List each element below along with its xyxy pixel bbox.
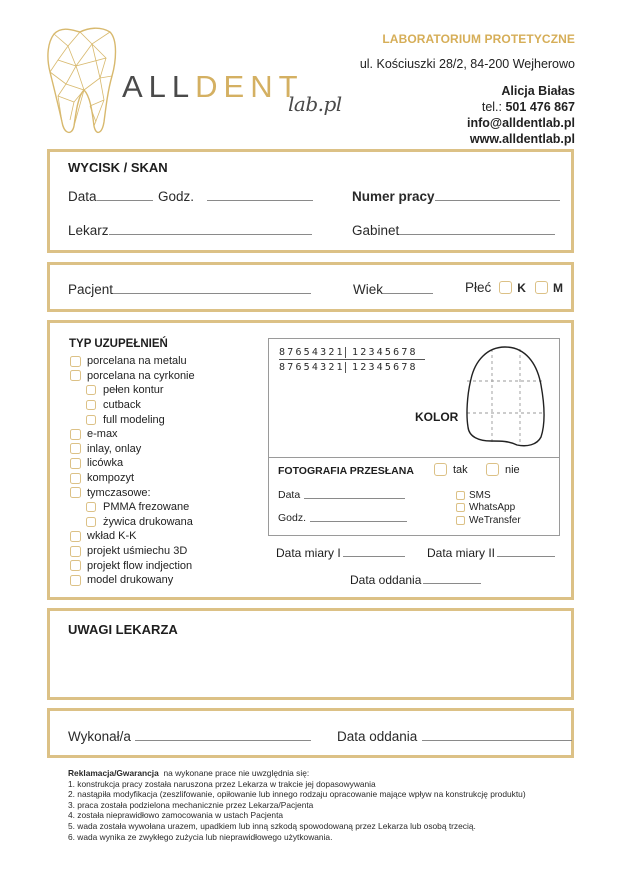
age-field[interactable] bbox=[353, 282, 433, 297]
warranty-heading bbox=[68, 768, 526, 779]
sex-k-checkbox[interactable] bbox=[499, 281, 512, 294]
contact-email[interactable]: info@alldentlab.pl bbox=[466, 116, 575, 130]
warranty-item: 5. wada została wywołana urazem, upadkiem lub inną szkodą spowodowaną przez Lekarza lub osobą trzecią. bbox=[68, 820, 476, 831]
restoration-subitem[interactable] bbox=[70, 383, 195, 398]
date-label: Data bbox=[68, 189, 97, 204]
restoration-item[interactable] bbox=[70, 471, 195, 486]
item-label: projekt uśmiechu 3D bbox=[87, 545, 188, 558]
wetransfer-label: WeTransfer bbox=[469, 514, 521, 526]
item-label: PMMA frezowane bbox=[103, 501, 190, 514]
logo-word-dent: DENT bbox=[195, 69, 304, 104]
photo-date-input-line[interactable] bbox=[304, 498, 405, 499]
item-label: tymczasowe: bbox=[87, 486, 151, 499]
done-by-label: Wykonał/a bbox=[68, 729, 131, 744]
color-label: KOLOR bbox=[415, 410, 459, 424]
checkbox[interactable] bbox=[86, 400, 96, 410]
clinic-label: Gabinet bbox=[352, 223, 400, 238]
restoration-subitem[interactable] bbox=[70, 515, 195, 530]
completion-section bbox=[47, 708, 574, 758]
checkbox[interactable] bbox=[70, 531, 81, 542]
restoration-item[interactable] bbox=[70, 558, 195, 573]
completion-delivery-label: Data oddania bbox=[337, 729, 418, 744]
checkbox[interactable] bbox=[86, 517, 96, 527]
lab-title: LABORATORIUM PROTETYCZNE bbox=[382, 32, 575, 46]
checkbox[interactable] bbox=[70, 473, 81, 484]
item-label: kompozyt bbox=[87, 472, 135, 485]
restoration-type-list bbox=[70, 354, 195, 588]
measure2-label: Data miary II bbox=[427, 546, 496, 560]
wetransfer-checkbox[interactable] bbox=[456, 516, 465, 525]
sms-label: SMS bbox=[469, 489, 491, 501]
restoration-item[interactable] bbox=[70, 485, 195, 500]
photo-sent-title: FOTOGRAFIA PRZESŁANA bbox=[278, 465, 414, 477]
patient-section bbox=[47, 262, 574, 312]
sex-m-checkbox[interactable] bbox=[535, 281, 548, 294]
restoration-item[interactable] bbox=[70, 442, 195, 457]
checkbox[interactable] bbox=[70, 487, 81, 498]
tooth-chart-box bbox=[268, 338, 560, 536]
impression-date-field[interactable] bbox=[68, 189, 153, 204]
contact-name: Alicja Białas bbox=[501, 84, 575, 98]
checkbox[interactable] bbox=[86, 502, 96, 512]
completion-delivery-input-line[interactable] bbox=[422, 740, 572, 741]
measure1-field[interactable] bbox=[276, 546, 405, 560]
photo-no-checkbox[interactable] bbox=[486, 463, 499, 476]
delivery-date-field[interactable] bbox=[350, 573, 481, 587]
item-label: full modeling bbox=[103, 413, 165, 426]
measure2-input-line[interactable] bbox=[497, 556, 555, 557]
logo-wordmark bbox=[122, 70, 304, 104]
warranty-heading-bold: Reklamacja/Gwarancja bbox=[68, 768, 159, 778]
sex-m-label: M bbox=[552, 280, 563, 295]
photo-yes-label: tak bbox=[453, 463, 468, 476]
restoration-item[interactable] bbox=[70, 427, 195, 442]
photo-date-label: Data bbox=[278, 489, 301, 501]
warranty-heading-rest: na wykonane prace nie uwzględnia się: bbox=[158, 768, 310, 778]
lower-right-teeth[interactable]: 12345678 bbox=[345, 362, 425, 373]
channel-whatsapp[interactable] bbox=[456, 502, 521, 515]
restoration-item[interactable] bbox=[70, 573, 195, 588]
upper-right-teeth[interactable]: 12345678 bbox=[345, 347, 425, 358]
checkbox[interactable] bbox=[70, 429, 81, 440]
item-label: porcelana na metalu bbox=[87, 355, 187, 368]
restoration-title: TYP UZUPEŁNIEŃ bbox=[69, 338, 168, 350]
item-label: żywica drukowana bbox=[103, 515, 193, 528]
checkbox[interactable] bbox=[70, 458, 81, 469]
delivery-input-line[interactable] bbox=[423, 583, 481, 584]
doctor-input-line[interactable] bbox=[109, 234, 312, 235]
whatsapp-label: WhatsApp bbox=[469, 502, 516, 514]
logo-subtext: lab.pl bbox=[288, 92, 342, 116]
phone-label: tel.: bbox=[481, 100, 506, 114]
photo-yes-option[interactable] bbox=[434, 463, 468, 476]
lower-left-teeth[interactable]: 87654321 bbox=[279, 361, 345, 373]
upper-teeth-row bbox=[279, 346, 425, 360]
upper-left-teeth[interactable]: 87654321 bbox=[279, 347, 345, 358]
item-label: e-max bbox=[87, 428, 118, 441]
warranty-item: 1. konstrukcja pracy została naruszona przez Lekarza w trakcie jej dopasowywania bbox=[68, 778, 376, 789]
whatsapp-checkbox[interactable] bbox=[456, 503, 465, 512]
warranty-item: 4. została nieprawidłowo zamocowania w ustach Pacjenta bbox=[68, 810, 284, 821]
clinic-input-line[interactable] bbox=[399, 234, 555, 235]
measure2-field[interactable] bbox=[427, 546, 555, 560]
photo-time-field[interactable] bbox=[278, 512, 407, 524]
photo-date-field[interactable] bbox=[278, 489, 405, 501]
completion-delivery-field[interactable] bbox=[337, 729, 572, 744]
doctor-field[interactable] bbox=[68, 223, 312, 238]
sex-field bbox=[465, 280, 563, 295]
restoration-subitem[interactable] bbox=[70, 398, 195, 413]
delivery-label: Data oddania bbox=[350, 573, 422, 587]
phone-value: 501 476 867 bbox=[505, 100, 575, 114]
warranty-item: 3. praca została podzielona mechanicznie przez Lekarza/Pacjenta bbox=[68, 799, 314, 810]
checkbox[interactable] bbox=[70, 443, 81, 454]
impression-section bbox=[47, 149, 574, 253]
item-label: projekt flow indjection bbox=[87, 559, 193, 572]
item-label: cutback bbox=[103, 399, 141, 412]
measure1-label: Data miary I bbox=[276, 546, 341, 560]
item-label: inlay, onlay bbox=[87, 442, 142, 455]
impression-title: WYCISK / SKAN bbox=[68, 160, 168, 175]
doctor-notes-title: UWAGI LEKARZA bbox=[68, 622, 178, 637]
tooth-shade-map-icon[interactable] bbox=[465, 345, 545, 449]
tooth-wireframe-icon bbox=[46, 26, 118, 138]
patient-input-line[interactable] bbox=[113, 293, 311, 294]
restoration-item[interactable] bbox=[70, 369, 195, 384]
checkbox[interactable] bbox=[86, 385, 96, 395]
restoration-subitem[interactable] bbox=[70, 412, 195, 427]
done-by-field[interactable] bbox=[68, 729, 311, 744]
photo-no-option[interactable] bbox=[486, 463, 520, 476]
restoration-item[interactable] bbox=[70, 529, 195, 544]
restoration-item[interactable] bbox=[70, 544, 195, 559]
item-label: wkład K-K bbox=[87, 530, 137, 543]
channel-wetransfer[interactable] bbox=[456, 514, 521, 527]
checkbox[interactable] bbox=[70, 575, 81, 586]
restoration-section bbox=[47, 320, 574, 600]
restoration-item[interactable] bbox=[70, 456, 195, 471]
item-label: porcelana na cyrkonie bbox=[87, 369, 195, 382]
item-label: model drukowany bbox=[87, 574, 174, 587]
warranty-footer bbox=[68, 768, 526, 842]
contact-website[interactable]: www.alldentlab.pl bbox=[469, 132, 575, 146]
doctor-notes-section[interactable] bbox=[47, 608, 574, 700]
job-number-label: Numer pracy bbox=[352, 189, 435, 204]
time-label: Godz. bbox=[158, 189, 195, 204]
restoration-subitem[interactable] bbox=[70, 500, 195, 515]
channel-sms[interactable] bbox=[456, 489, 521, 502]
impression-time-field[interactable] bbox=[158, 189, 313, 204]
sms-checkbox[interactable] bbox=[456, 491, 465, 500]
photo-no-label: nie bbox=[505, 463, 520, 476]
tooth-number-chart[interactable] bbox=[279, 346, 425, 374]
lab-contact-block bbox=[360, 31, 575, 147]
checkbox[interactable] bbox=[86, 415, 96, 425]
photo-channel-list bbox=[456, 489, 521, 527]
checkbox[interactable] bbox=[70, 370, 81, 381]
doctor-label: Lekarz bbox=[68, 223, 109, 238]
photo-time-input-line[interactable] bbox=[310, 521, 407, 522]
lower-teeth-row bbox=[279, 360, 425, 374]
patient-field[interactable] bbox=[68, 282, 311, 297]
time-input-line[interactable] bbox=[207, 200, 313, 201]
warranty-item: 2. nastąpiła modyfikacja (zeszlifowanie, opiłowanie lub innego rodzaju opracowanie mające wpływ na konstrukcję produktu) bbox=[68, 789, 526, 800]
item-label: licówka bbox=[87, 457, 124, 470]
lab-address: ul. Kościuszki 28/2, 84-200 Wejherowo bbox=[359, 57, 575, 71]
restoration-item[interactable] bbox=[70, 354, 195, 369]
sex-k-label: K bbox=[517, 280, 526, 295]
age-label: Wiek bbox=[353, 282, 383, 297]
checkbox[interactable] bbox=[70, 546, 81, 557]
warranty-item: 6. wada wynika ze zwykłego zużycia lub nieprawidłowego użytkowania. bbox=[68, 831, 333, 842]
date-input-line[interactable] bbox=[97, 200, 153, 201]
sex-label: Płeć bbox=[465, 280, 492, 295]
measure1-input-line[interactable] bbox=[343, 556, 405, 557]
checkbox[interactable] bbox=[70, 356, 81, 367]
clinic-field[interactable] bbox=[352, 223, 555, 238]
divider bbox=[269, 457, 559, 458]
photo-yes-checkbox[interactable] bbox=[434, 463, 447, 476]
checkbox[interactable] bbox=[70, 560, 81, 571]
logo-word-all: ALL bbox=[122, 69, 196, 104]
job-number-field[interactable] bbox=[352, 189, 560, 204]
contact-phone bbox=[360, 99, 575, 115]
done-by-input-line[interactable] bbox=[135, 740, 311, 741]
item-label: pełen kontur bbox=[103, 384, 164, 397]
patient-label: Pacjent bbox=[68, 282, 114, 297]
age-input-line[interactable] bbox=[383, 293, 433, 294]
job-number-input-line[interactable] bbox=[435, 200, 560, 201]
photo-time-label: Godz. bbox=[278, 512, 307, 524]
